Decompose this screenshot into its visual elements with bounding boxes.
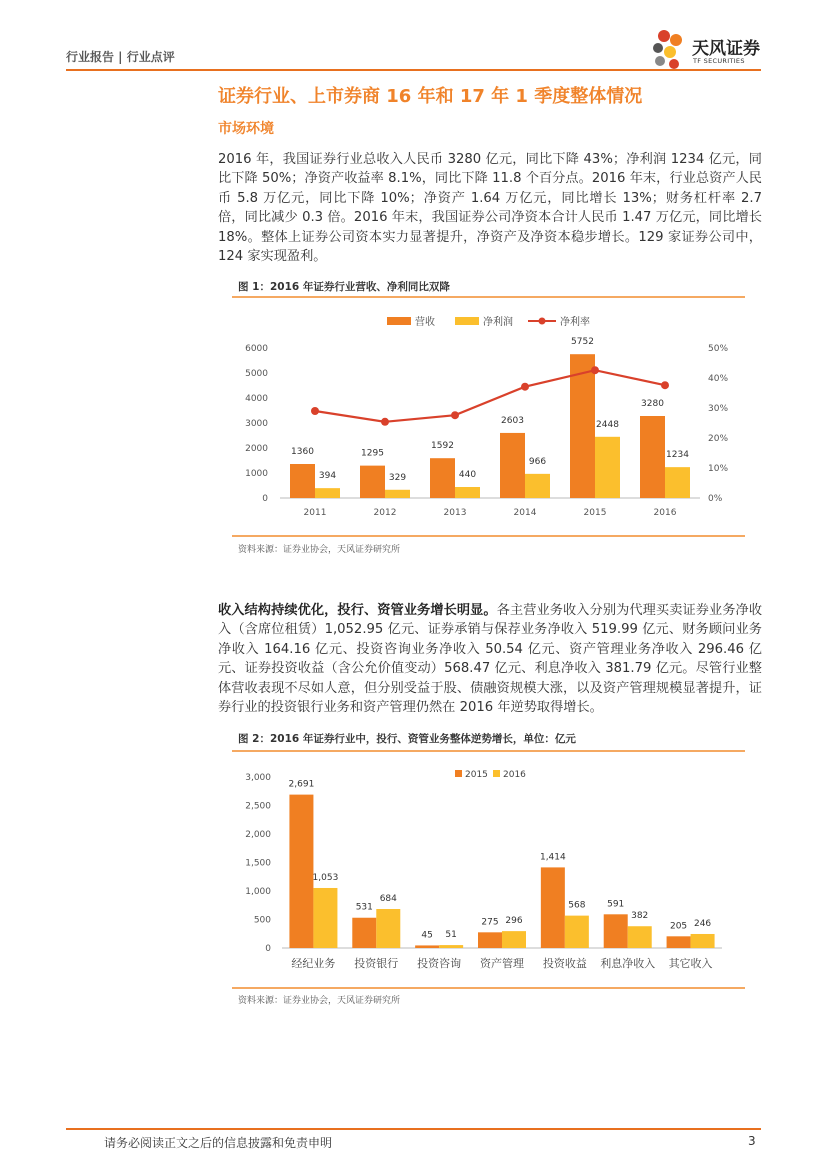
x-tick-label: 投资咨询 [417,957,462,970]
bar-net-profit [525,474,550,498]
y-tick-label: 3,000 [245,773,271,783]
x-tick-label: 2013 [443,508,467,518]
y-tick-label-right: 20% [708,434,729,444]
y-tick-label-left: 6000 [245,344,268,354]
bar-label-revenue: 1360 [291,447,314,457]
point-net-margin [311,407,319,415]
point-net-margin [521,383,529,391]
figure2-bottom-line [232,987,745,989]
bar-label-2016: 684 [379,894,397,905]
logo-subtitle: TF SECURITIES [693,57,745,65]
legend-label-net-margin: 净利率 [560,317,590,328]
revenue-structure-paragraph [218,601,762,717]
bar-label-revenue: 1592 [431,441,454,452]
point-net-margin [381,418,389,426]
figure2-top-line [232,750,745,752]
x-tick-label: 投资银行 [354,957,399,970]
bar-2015 [352,918,376,948]
y-tick-label: 0 [265,944,271,954]
company-logo [650,28,770,72]
bar-net-profit [455,487,480,498]
point-net-margin [661,381,669,389]
bar-label-2015: 275 [481,917,499,928]
bar-revenue [500,433,525,498]
y-tick-label-left: 3000 [245,419,268,429]
bar-label-net-profit: 329 [388,472,407,483]
figure1-bottom-line [232,535,745,537]
legend-label-2015: 2015 [465,770,488,780]
bar-label-net-profit: 966 [528,456,547,467]
figure1-title: 图 1：2016 年证券行业营收、净利同比双降 [238,281,450,293]
legend-label-net-profit: 净利润 [483,317,513,328]
figure1-source: 资料来源：证券业协会，天风证券研究所 [238,545,401,555]
y-tick-label: 2,000 [245,830,271,840]
bar-label-2016: 382 [631,911,649,922]
figure2-chart [232,755,745,985]
legend-label-revenue: 营收 [415,317,435,328]
market-paragraph: 2016 年，我国证券行业总收入人民币 3280 亿元，同比下降 43%；净利润 1234 亿元，同比下降 50%；净资产收益率 8.1%，同比下降 11.8 个百分点。2016 年末，行业总资产人民币 5.8 万亿元，同比下降 10%；净资产 1.64 万亿元，同比增长 13%；财务杠杆率 2.7 倍，同比减少 0.3 倍。2016 年末，我国证券公司净资本合计人民币 1.47 万亿元，同比增长 18%。整体上证券公司资本实力显著提升，净资产及净资本稳步增长。129 家证券公司中，124 家实现盈利。 [218,152,762,265]
logo-petals-icon [650,28,690,72]
bar-label-revenue: 3280 [641,399,664,409]
logo-name: 天风证券 [692,39,760,59]
bar-label-2015: 205 [669,921,688,932]
y-tick-label-left: 5000 [245,369,268,379]
header-divider [66,69,761,71]
bar-net-profit [385,490,410,498]
bar-label-2016: 51 [445,930,457,941]
footer-divider [66,1128,761,1130]
y-tick-label-left: 2000 [245,444,268,454]
y-tick-label-left: 1000 [245,469,268,479]
y-tick-label: 500 [253,915,271,926]
bar-label-2016: 1,053 [312,872,339,883]
bar-2016 [628,926,652,948]
bar-label-2015: 2,691 [288,779,315,790]
point-net-margin [591,366,599,374]
bar-2016 [691,934,715,948]
bar-2015 [478,932,502,948]
page-number: 3 [748,1134,756,1148]
bar-2016 [565,916,589,948]
x-tick-label: 2015 [583,508,607,518]
y-tick-label: 1,000 [245,887,271,897]
bar-2016 [439,945,463,948]
bar-2015 [541,867,565,948]
bar-label-net-profit: 2448 [596,419,619,430]
bar-net-profit [665,467,690,498]
legend-label-2016: 2016 [503,770,526,780]
bar-label-2015: 1,414 [539,852,566,863]
figure2-title: 图 2：2016 年证券行业中，投行、资管业务整体逆势增长，单位：亿元 [238,733,576,745]
bar-2015 [289,795,313,948]
bar-2015 [415,945,439,948]
bar-2016 [376,909,400,948]
footer-disclaimer: 请务必阅读正文之后的信息披露和免责申明 [104,1136,333,1150]
x-tick-label: 资产管理 [480,957,524,970]
x-tick-label: 2016 [653,508,677,518]
bar-label-revenue: 5752 [571,337,594,348]
y-tick-label-left: 0 [262,494,268,504]
bar-revenue [640,416,665,498]
line-net-margin [315,370,665,422]
bar-label-2016: 246 [693,918,712,929]
bar-revenue [430,458,455,498]
bar-label-2015: 45 [421,930,433,941]
y-tick-label-right: 50% [708,344,729,354]
y-tick-label-right: 30% [708,404,729,414]
y-tick-label-right: 10% [708,464,729,474]
bar-label-revenue: 2603 [501,415,524,426]
bar-net-profit [315,488,340,498]
legend-swatch-2016 [493,770,500,777]
legend-swatch-net-profit [455,317,479,325]
bar-label-2016: 296 [505,916,523,927]
y-tick-label: 1,500 [245,858,271,869]
x-tick-label: 其它收入 [668,957,713,970]
bar-2015 [667,936,691,948]
legend-marker-net-margin [539,318,546,325]
y-tick-label-right: 0% [708,494,723,504]
bar-revenue [360,466,385,498]
paragraph-lead: 收入结构持续优化，投行、资管业务增长明显。 [218,603,497,618]
figure2-source: 资料来源：证券业协会，天风证券研究所 [238,996,401,1006]
bar-2015 [604,914,628,948]
report-category: 行业报告 | 行业点评 [66,50,175,64]
bar-2016 [502,931,526,948]
legend-swatch-revenue [387,317,411,325]
y-tick-label-left: 4000 [245,394,268,404]
legend-swatch-2015 [455,770,462,777]
bar-2016 [313,888,337,948]
y-tick-label: 2,500 [245,801,271,812]
x-tick-label: 2011 [303,508,327,518]
bar-label-2015: 531 [355,902,373,913]
bar-revenue [290,464,315,498]
x-tick-label: 2014 [513,508,537,518]
bar-net-profit [595,437,620,498]
x-tick-label: 2012 [373,508,397,518]
bar-label-revenue: 1295 [361,448,384,459]
figure1-chart [232,300,745,532]
section-title: 证券行业、上市券商 16 年和 17 年 1 季度整体情况 [218,86,643,107]
figure1-top-line [232,296,745,298]
y-tick-label-right: 40% [708,374,729,384]
bar-label-2016: 568 [568,900,586,911]
bar-label-net-profit: 394 [318,471,337,482]
paragraph-body: 各主营业务收入分别为代理买卖证券业务净收入（含席位租赁）1,052.95 亿元、证券承销与保荐业务净收入 519.99 亿元、财务顾问业务净收入 164.16 亿元、投资咨询业务净收入 50.54 亿元、资产管理业务净收入 296.46 亿元、证券投资收益（含公允价值变动）568.47 亿元、利息净收入 381.79 亿元。尽管行业整体营收表现不尽如人意，但分别受益于股、债融资规模大涨，以及资产管理规模显著提升，证券行业的投资银行业务和资产管理仍然在 2016 年逆势取得增长。 [218,603,763,716]
point-net-margin [451,411,459,419]
bar-label-net-profit: 1234 [666,450,689,461]
bar-label-net-profit: 440 [458,470,477,480]
x-tick-label: 经纪业务 [291,957,336,970]
subsection-title: 市场环境 [218,121,274,137]
bar-label-2015: 591 [607,899,625,910]
x-tick-label: 利息净收入 [600,957,656,970]
x-tick-label: 投资收益 [542,957,587,970]
